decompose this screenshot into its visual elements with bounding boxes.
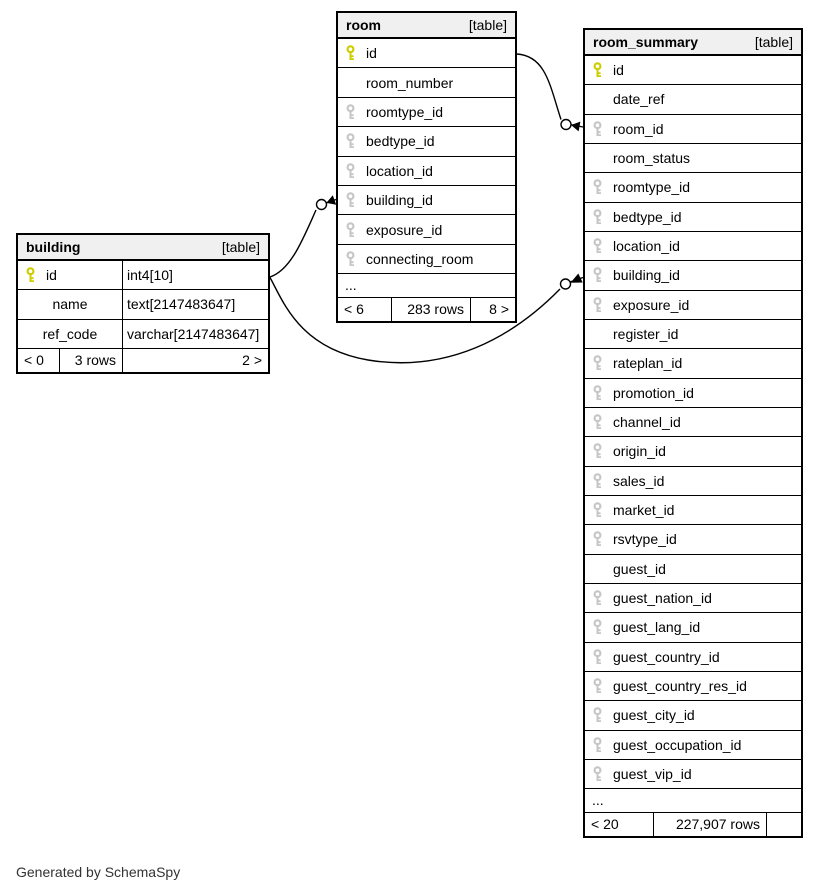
column-row-guest_lang_id [585, 613, 801, 642]
column-name: market_id [613, 502, 675, 519]
column-row-rateplan_id [585, 349, 801, 378]
foreign-key-icon [345, 192, 357, 208]
column-row-date_ref [585, 85, 801, 114]
column-name: guest_vip_id [613, 766, 692, 783]
column-row-building_id [338, 186, 515, 215]
column-name: promotion_id [613, 384, 694, 401]
column-name: bedtype_id [613, 208, 682, 225]
foreign-key-icon [592, 121, 604, 137]
column-name: register_id [613, 326, 679, 343]
footer-parents: < 20 [585, 813, 654, 836]
foreign-key-icon [592, 385, 604, 401]
footer-row-count: 227,907 rows [654, 813, 767, 836]
column-name: sales_id [613, 472, 665, 489]
column-name: guest_country_id [613, 648, 720, 665]
foreign-key-icon [345, 133, 357, 149]
column-row-connecting_room [338, 245, 515, 274]
foreign-key-icon [592, 649, 604, 665]
column-row-ref_code [18, 320, 268, 349]
column-name: id [366, 45, 377, 62]
footer-parents: < 6 [338, 298, 392, 321]
footer-children: 8 > [489, 301, 509, 318]
column-row-building_id [585, 261, 801, 290]
foreign-key-icon [592, 355, 604, 371]
footer-children: 2 > [242, 352, 262, 369]
entity-table-room-summary[interactable] [583, 28, 803, 838]
column-row-name [18, 290, 268, 319]
entity-table-room[interactable] [336, 11, 517, 323]
table-type-label: [table] [468, 17, 507, 33]
column-row-bedtype_id [585, 203, 801, 232]
column-row-promotion_id [585, 379, 801, 408]
foreign-key-icon [592, 414, 604, 430]
foreign-key-icon [592, 179, 604, 195]
column-row-room_status [585, 144, 801, 173]
column-name: date_ref [613, 91, 665, 108]
column-row-id [585, 56, 801, 85]
column-row-roomtype_id [338, 98, 515, 127]
column-name: building_id [366, 192, 433, 209]
column-name: location_id [613, 238, 680, 255]
column-name: channel_id [613, 414, 681, 431]
footer-row-count: 283 rows [392, 298, 471, 321]
table-header [585, 30, 801, 56]
column-name: room_id [613, 120, 664, 137]
column-name: exposure_id [613, 296, 690, 313]
column-row-guest_city_id [585, 701, 801, 730]
column-type: text[2147483647] [127, 296, 236, 313]
table-name[interactable]: room_summary [593, 34, 699, 50]
column-name: guest_occupation_id [613, 736, 742, 753]
foreign-key-icon [592, 473, 604, 489]
table-footer [18, 349, 268, 372]
column-name: room_status [613, 150, 691, 167]
foreign-key-icon [592, 238, 604, 254]
column-name: location_id [366, 162, 433, 179]
column-name: room_number [366, 74, 454, 91]
primary-key-icon [592, 62, 604, 78]
foreign-key-icon [345, 104, 357, 120]
column-name: connecting_room [366, 250, 474, 267]
column-row-exposure_id [585, 291, 801, 320]
more-columns-ellipsis: ... [585, 789, 801, 813]
column-name: origin_id [613, 443, 666, 460]
column-row-guest_country_res_id [585, 672, 801, 701]
column-name: ref_code [42, 325, 98, 342]
column-row-exposure_id [338, 215, 515, 244]
column-name: guest_id [613, 560, 666, 577]
relationship-building-to-room [270, 195, 336, 277]
column-name: guest_city_id [613, 707, 695, 724]
relationship-room-to-room-summary [517, 54, 583, 131]
column-name: building_id [613, 267, 680, 284]
column-row-id [338, 39, 515, 68]
column-name: rateplan_id [613, 355, 683, 372]
column-row-roomtype_id [585, 173, 801, 202]
column-row-sales_id [585, 467, 801, 496]
column-name: guest_nation_id [613, 590, 712, 607]
column-row-origin_id [585, 437, 801, 466]
column-type: varchar[2147483647] [127, 325, 260, 342]
foreign-key-icon [592, 590, 604, 606]
column-row-guest_nation_id [585, 584, 801, 613]
table-footer [338, 298, 515, 321]
column-row-id [18, 261, 268, 290]
foreign-key-icon [592, 707, 604, 723]
foreign-key-icon [592, 766, 604, 782]
column-row-register_id [585, 320, 801, 349]
more-columns-ellipsis: ... [338, 274, 515, 298]
table-type-label: [table] [754, 34, 793, 50]
table-name[interactable]: building [26, 239, 81, 255]
foreign-key-icon [592, 297, 604, 313]
table-header [18, 235, 268, 261]
foreign-key-icon [345, 251, 357, 267]
column-row-location_id [585, 232, 801, 261]
column-name: guest_country_res_id [613, 678, 747, 695]
column-name: roomtype_id [613, 179, 691, 196]
foreign-key-icon [345, 222, 357, 238]
column-name: id [46, 267, 57, 284]
column-name: rsvtype_id [613, 531, 677, 548]
column-type: int4[10] [127, 267, 173, 284]
column-row-rsvtype_id [585, 525, 801, 554]
column-name: exposure_id [366, 221, 443, 238]
footer-parents: < 0 [18, 349, 60, 372]
column-rows [18, 261, 268, 349]
foreign-key-icon [592, 267, 604, 283]
footer-row-count: 3 rows [60, 349, 123, 372]
column-row-guest_occupation_id [585, 731, 801, 760]
table-footer [585, 813, 801, 836]
foreign-key-icon [592, 531, 604, 547]
column-row-market_id [585, 496, 801, 525]
column-rows [585, 56, 801, 813]
table-header [338, 13, 515, 39]
foreign-key-icon [592, 737, 604, 753]
footer-children [767, 813, 801, 836]
foreign-key-icon [592, 443, 604, 459]
table-name[interactable]: room [346, 17, 381, 33]
column-name: guest_lang_id [613, 619, 701, 636]
column-row-location_id [338, 157, 515, 186]
foreign-key-icon [345, 163, 357, 179]
primary-key-icon [25, 267, 37, 283]
foreign-key-icon [592, 678, 604, 694]
column-row-guest_vip_id [585, 760, 801, 789]
foreign-key-icon [592, 619, 604, 635]
column-name: name [52, 296, 88, 313]
column-name: bedtype_id [366, 133, 435, 150]
column-row-guest_country_id [585, 643, 801, 672]
column-row-room_id [585, 115, 801, 144]
column-row-guest_id [585, 555, 801, 584]
column-name: roomtype_id [366, 103, 444, 120]
column-name: id [613, 62, 624, 79]
entity-table-building[interactable] [16, 233, 270, 374]
foreign-key-icon [592, 502, 604, 518]
primary-key-icon [345, 45, 357, 61]
column-row-room_number [338, 68, 515, 97]
column-row-channel_id [585, 408, 801, 437]
generated-by-note: Generated by SchemaSpy [16, 864, 181, 880]
column-row-bedtype_id [338, 127, 515, 156]
table-type-label: [table] [221, 239, 260, 255]
foreign-key-icon [592, 209, 604, 225]
column-rows [338, 39, 515, 298]
